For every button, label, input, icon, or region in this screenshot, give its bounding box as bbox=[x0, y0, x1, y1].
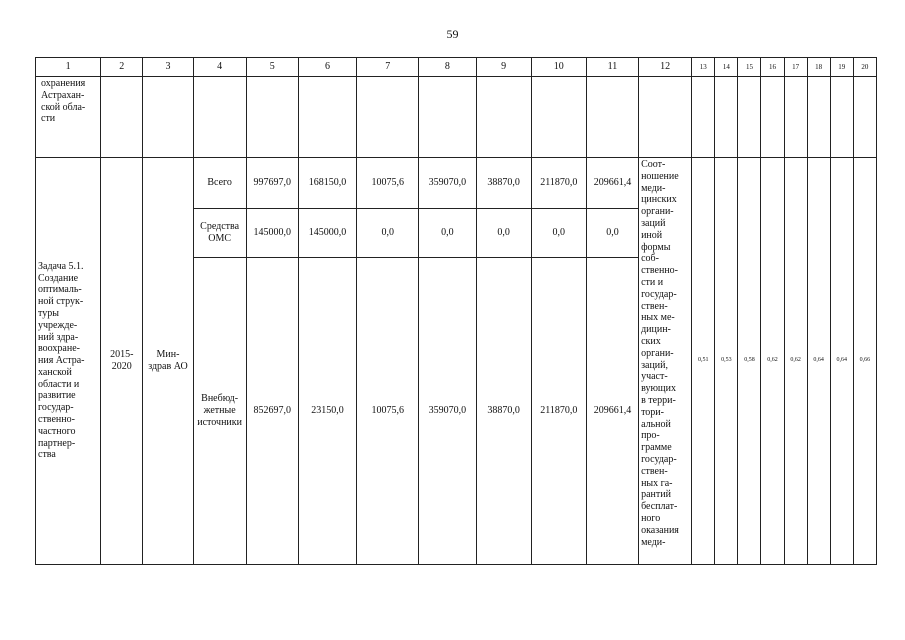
indicator-value: 0,66 bbox=[853, 158, 876, 565]
header-cell: 4 bbox=[193, 58, 246, 77]
header-cell: 2 bbox=[101, 58, 143, 77]
header-cell: 19 bbox=[830, 58, 853, 77]
task-line: области и bbox=[38, 378, 80, 390]
indicator-line: меди- bbox=[641, 536, 666, 548]
indicator-line: ственно- bbox=[641, 265, 679, 277]
funding-source: Средства ОМС bbox=[193, 209, 246, 258]
header-cell: 8 bbox=[419, 58, 476, 77]
header-cell: 3 bbox=[143, 58, 193, 77]
header-cell: 18 bbox=[807, 58, 830, 77]
continued-line: сти bbox=[41, 113, 56, 125]
continued-row bbox=[36, 77, 877, 158]
value-cell: 209661,4 bbox=[586, 158, 638, 209]
page-number: 59 bbox=[446, 27, 459, 41]
task-line: государ- bbox=[38, 402, 74, 414]
task-line: развитие bbox=[38, 390, 76, 402]
header-cell: 7 bbox=[357, 58, 419, 77]
indicator-line: заций bbox=[641, 217, 666, 229]
indicator-name bbox=[639, 158, 692, 565]
table-row bbox=[36, 158, 877, 209]
value-cell: 211870,0 bbox=[531, 158, 586, 209]
task-name bbox=[36, 158, 101, 565]
header-cell: 1 bbox=[36, 58, 101, 77]
indicator-line: оказания bbox=[641, 524, 679, 536]
indicator-line: ного bbox=[641, 512, 661, 524]
value-cell: 0,0 bbox=[586, 209, 638, 258]
indicator-line: вующих bbox=[641, 383, 676, 395]
continued-line: охранения bbox=[41, 78, 86, 89]
header-cell: 16 bbox=[761, 58, 784, 77]
value-cell: 0,0 bbox=[476, 209, 531, 258]
continued-text bbox=[36, 77, 101, 158]
value-cell: 0,0 bbox=[357, 209, 419, 258]
value-cell: 211870,0 bbox=[531, 258, 586, 565]
value-cell: 359070,0 bbox=[419, 158, 476, 209]
funding-source: Всего bbox=[193, 158, 246, 209]
header-cell: 6 bbox=[298, 58, 356, 77]
task-executor: Мин-здрав АО bbox=[143, 158, 193, 565]
task-line: воохране- bbox=[38, 343, 80, 355]
indicator-line: формы bbox=[641, 241, 671, 253]
indicator-line: ношение bbox=[641, 170, 679, 182]
indicator-line: ных ме- bbox=[641, 312, 675, 324]
task-line: частного bbox=[38, 425, 76, 437]
indicator-line: грамме bbox=[641, 442, 672, 454]
continued-line: ской обла- bbox=[41, 101, 86, 113]
task-line: партнер- bbox=[38, 437, 76, 449]
indicator-line: Соот- bbox=[641, 159, 666, 170]
indicator-line: ствен- bbox=[641, 465, 668, 477]
indicator-line: ствен- bbox=[641, 300, 668, 312]
indicator-line: цинских bbox=[641, 194, 677, 206]
task-line: ний здра- bbox=[38, 331, 79, 343]
indicator-line: бесплат- bbox=[641, 501, 678, 513]
task-line: оптималь- bbox=[38, 284, 82, 296]
value-cell: 10075,6 bbox=[357, 258, 419, 565]
task-line: ния Астра- bbox=[38, 355, 85, 367]
task-line: ханской bbox=[38, 366, 72, 378]
indicator-line: органи- bbox=[641, 206, 674, 218]
task-line: Задача 5.1. bbox=[38, 260, 84, 272]
header-cell: 13 bbox=[692, 58, 715, 77]
indicator-value: 0,58 bbox=[738, 158, 761, 565]
indicator-line: органи- bbox=[641, 347, 674, 359]
indicator-line: соб- bbox=[641, 253, 659, 265]
indicator-value: 0,51 bbox=[692, 158, 715, 565]
value-cell: 145000,0 bbox=[298, 209, 356, 258]
header-cell: 14 bbox=[715, 58, 738, 77]
indicator-line: государ- bbox=[641, 288, 677, 300]
indicator-line: государ- bbox=[641, 453, 677, 465]
indicator-line: иной bbox=[641, 229, 663, 241]
task-line: туры bbox=[38, 307, 59, 319]
value-cell: 38870,0 bbox=[476, 258, 531, 565]
indicator-line: участ- bbox=[641, 371, 668, 383]
indicator-value: 0,62 bbox=[784, 158, 807, 565]
value-cell: 23150,0 bbox=[298, 258, 356, 565]
indicator-line: сти и bbox=[641, 276, 664, 288]
indicator-line: про- bbox=[641, 430, 660, 442]
task-line: ной струк- bbox=[38, 296, 84, 308]
header-cell: 15 bbox=[738, 58, 761, 77]
indicator-line: дицин- bbox=[641, 324, 671, 336]
task-line: ства bbox=[38, 449, 56, 461]
header-cell: 10 bbox=[531, 58, 586, 77]
indicator-line: альной bbox=[641, 418, 671, 430]
indicator-value: 0,64 bbox=[830, 158, 853, 565]
continued-line: Астрахан- bbox=[41, 89, 85, 101]
header-cell: 9 bbox=[476, 58, 531, 77]
task-line: Создание bbox=[38, 272, 79, 284]
indicator-line: заций, bbox=[641, 359, 669, 371]
indicator-value: 0,53 bbox=[715, 158, 738, 565]
value-cell: 10075,6 bbox=[357, 158, 419, 209]
value-cell: 38870,0 bbox=[476, 158, 531, 209]
header-cell: 11 bbox=[586, 58, 638, 77]
indicator-line: ных га- bbox=[641, 477, 673, 489]
program-table bbox=[35, 57, 877, 565]
header-cell: 17 bbox=[784, 58, 807, 77]
value-cell: 168150,0 bbox=[298, 158, 356, 209]
header-row bbox=[36, 58, 877, 77]
task-period: 2015-2020 bbox=[101, 158, 143, 565]
indicator-line: рантий bbox=[641, 489, 671, 501]
funding-source: Внебюд-жетные источники bbox=[193, 258, 246, 565]
value-cell: 359070,0 bbox=[419, 258, 476, 565]
indicator-line: тори- bbox=[641, 406, 664, 418]
indicator-value: 0,62 bbox=[761, 158, 784, 565]
value-cell: 997697,0 bbox=[246, 158, 298, 209]
header-cell: 5 bbox=[246, 58, 298, 77]
value-cell: 852697,0 bbox=[246, 258, 298, 565]
indicator-line: ских bbox=[641, 335, 661, 347]
task-line: ственно- bbox=[38, 414, 75, 426]
header-cell: 12 bbox=[639, 58, 692, 77]
value-cell: 209661,4 bbox=[586, 258, 638, 565]
indicator-line: в терри- bbox=[641, 394, 676, 406]
task-line: учрежде- bbox=[38, 319, 78, 331]
value-cell: 0,0 bbox=[531, 209, 586, 258]
value-cell: 145000,0 bbox=[246, 209, 298, 258]
indicator-value: 0,64 bbox=[807, 158, 830, 565]
header-cell: 20 bbox=[853, 58, 876, 77]
indicator-line: меди- bbox=[641, 182, 666, 194]
value-cell: 0,0 bbox=[419, 209, 476, 258]
